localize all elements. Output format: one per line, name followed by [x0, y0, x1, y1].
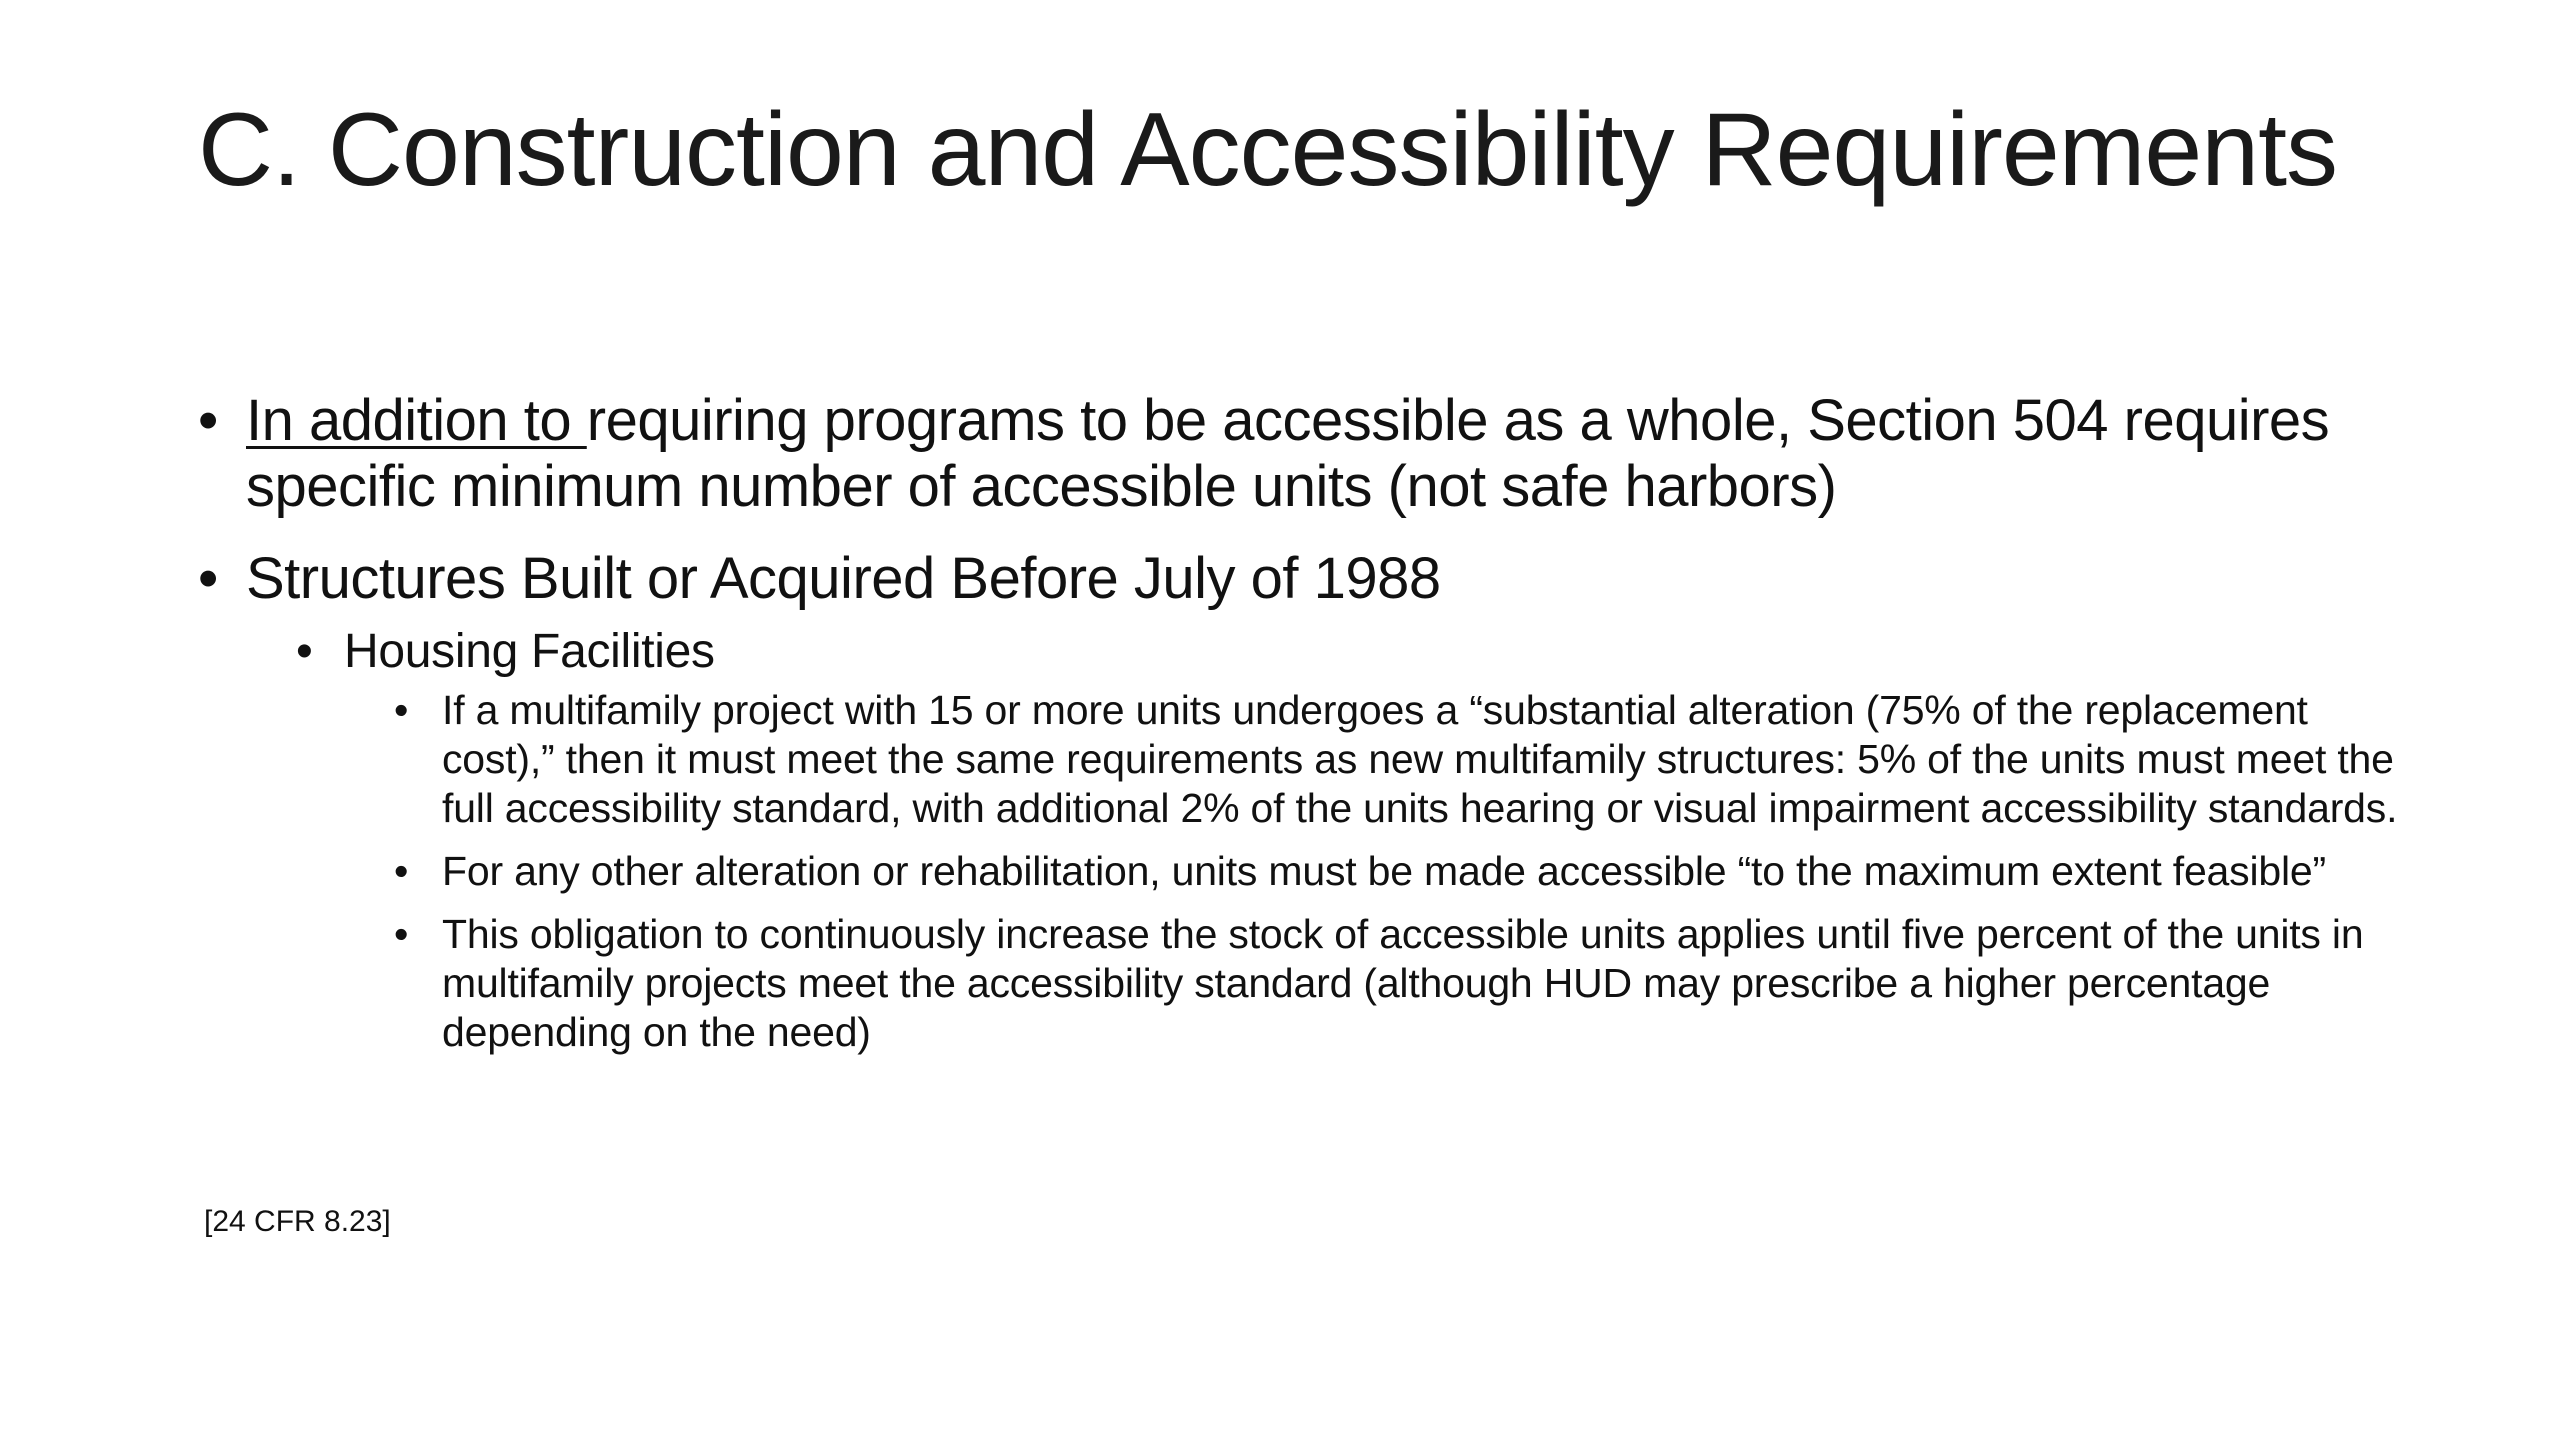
slide-body [198, 388, 2408, 1071]
sub-sub-bullet-item [394, 686, 2408, 833]
bullet-icon: • [394, 687, 409, 733]
bullet-icon: • [198, 546, 218, 611]
sub-sub-bullet-text: For any other alteration or rehabilitation, units must be made accessible “to the maximum extent feasible” [442, 848, 2326, 894]
sub-sub-bullet-text: If a multifamily project with 15 or more units undergoes a “substantial alteration (75% of the replacement cost),” then it must meet the same requirements as new multifamily structures: 5% of the units must meet the full accessibility standard, with additional 2% of the units hearing or visual impairment accessibility standards. [442, 687, 2398, 831]
bullet-item [198, 388, 2408, 520]
sub-sub-bullet-text: This obligation to continuously increase the stock of accessible units applies until five percent of the units in multifamily projects meet the accessibility standard (although HUD may prescribe a higher percentage depending on the need) [442, 911, 2364, 1055]
bullet-text: requiring programs to be accessible as a whole, Section 504 requires specific minimum number of accessible units (not safe harbors) [246, 388, 2330, 519]
sub-bullet-item [296, 622, 2408, 682]
slide-title: C. Construction and Accessibility Requirements [198, 92, 2337, 208]
bullet-item [198, 546, 2408, 612]
bullet-icon: • [198, 388, 218, 453]
underlined-phrase: In addition to [246, 388, 587, 453]
citation: [24 CFR 8.23] [204, 1205, 391, 1238]
sub-bullet-text: Housing Facilities [344, 625, 715, 678]
bullet-icon: • [394, 911, 409, 957]
bullet-icon: • [296, 625, 313, 678]
sub-sub-bullet-item [394, 910, 2408, 1057]
sub-sub-bullet-item [394, 847, 2408, 896]
bullet-icon: • [394, 848, 409, 894]
bullet-text: Structures Built or Acquired Before July of 1988 [246, 546, 1441, 611]
